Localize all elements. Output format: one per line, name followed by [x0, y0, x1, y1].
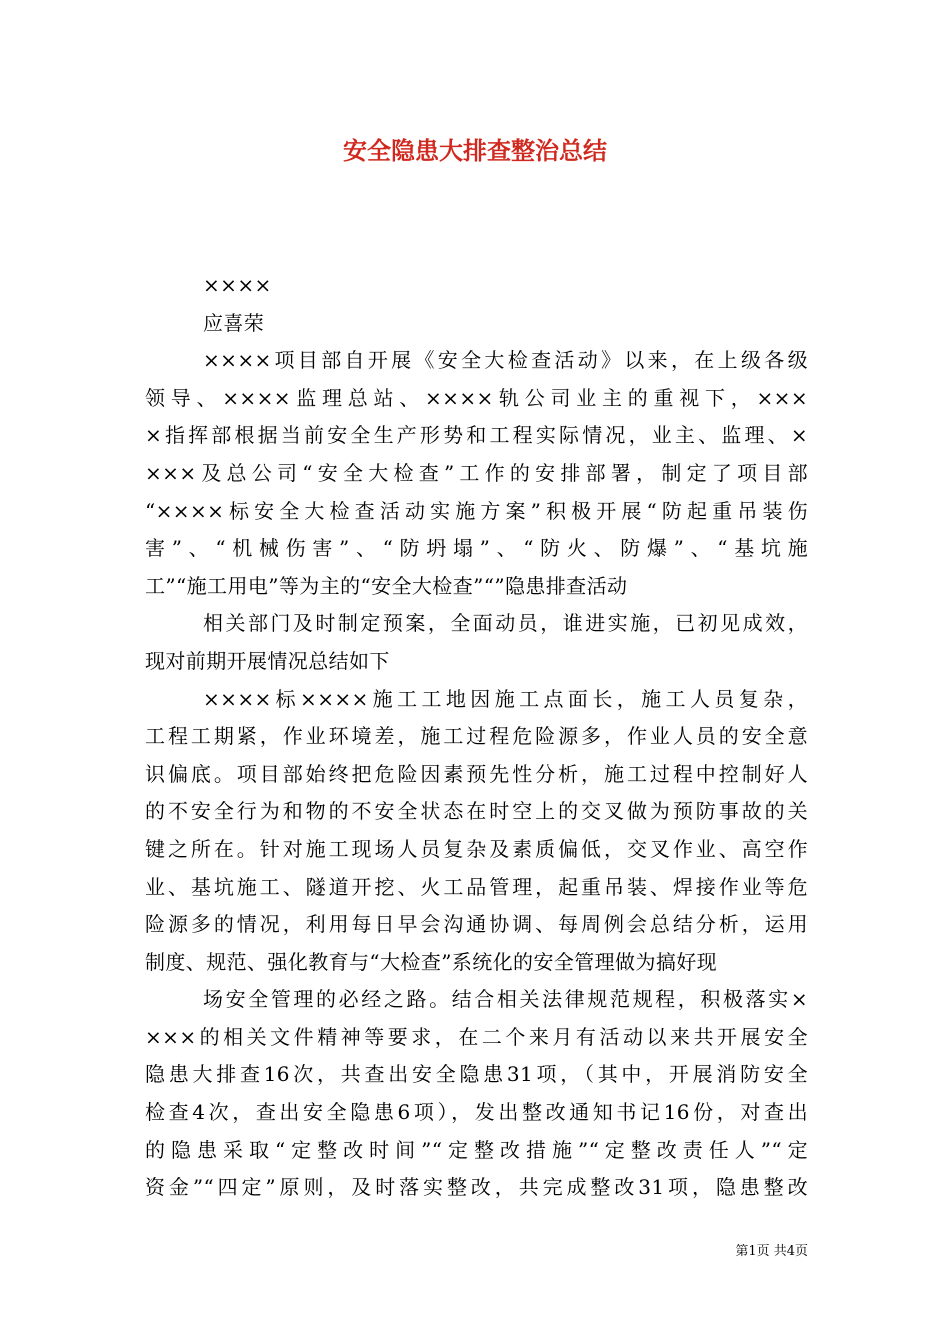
text-line: 场安全管理的必经之路。结合相关法律规范规程，积极落实× — [203, 987, 808, 1012]
text-line: 的不安全行为和物的不安全状态在时空上的交叉做为预防事故的关 — [145, 799, 808, 824]
text-line: 识偏底。项目部始终把危险因素预先性分析，施工过程中控制好人 — [145, 761, 808, 786]
text-line: “××××标安全大检查活动实施方案”积极开展“防起重吊装伤 — [145, 498, 808, 523]
text-line: 应喜荣 — [203, 310, 265, 335]
text-line: 隐患大排查16次，共查出安全隐患31项，（其中，开展消防安全 — [145, 1062, 808, 1087]
text-line: 险源多的情况，利用每日早会沟通协调、每周例会总结分析，运用 — [145, 912, 808, 937]
text-line: 害”、“机械伤害”、“防坍塌”、“防火、防爆”、“基坑施 — [145, 536, 808, 561]
text-line: ××××标××××施工工地因施工点面长，施工人员复杂， — [203, 686, 808, 711]
text-line: 检查4次，查出安全隐患6项），发出整改通知书记16份，对查出 — [145, 1100, 808, 1125]
document-body — [145, 267, 808, 1207]
text-line: ×××× — [203, 273, 272, 297]
text-line: 现对前期开展情况总结如下 — [145, 648, 390, 673]
text-line: 相关部门及时制定预案，全面动员，谁进实施，已初见成效， — [203, 611, 808, 636]
text-line: 业、基坑施工、隧道开挖、火工品管理，起重吊装、焊接作业等危 — [145, 874, 808, 899]
text-line: 工程工期紧，作业环境差，施工过程危险源多，作业人员的安全意 — [145, 724, 808, 749]
text-line: 工”“施工用电”等为主的“安全大检查”“”隐患排查活动 — [145, 573, 628, 598]
text-line: 领导、××××监理总站、××××轨公司业主的重视下，××× — [145, 385, 808, 410]
text-line: 资金”“四定”原则，及时落实整改，共完成整改31项，隐患整改 — [145, 1175, 808, 1200]
text-line: ××××项目部自开展《安全大检查活动》以来，在上级各级 — [203, 348, 808, 373]
text-line: 的隐患采取“定整改时间”“定整改措施”“定整改责任人”“定 — [145, 1137, 808, 1162]
text-line: 键之所在。针对施工现场人员复杂及素质偏低，交叉作业、高空作 — [145, 836, 808, 861]
page-number: 第1页 共4页 — [735, 1244, 808, 1259]
text-line: ×指挥部根据当前安全生产形势和工程实际情况，业主、监理、× — [145, 423, 808, 448]
text-line: ×××的相关文件精神等要求，在二个来月有活动以来共开展安全 — [145, 1024, 808, 1049]
text-line: ×××及总公司“安全大检查”工作的安排部署，制定了项目部 — [145, 460, 808, 485]
document-title: 安全隐患大排查整治总结 — [343, 136, 607, 165]
text-line: 制度、规范、强化教育与“大检查”系统化的安全管理做为搞好现 — [145, 949, 718, 974]
